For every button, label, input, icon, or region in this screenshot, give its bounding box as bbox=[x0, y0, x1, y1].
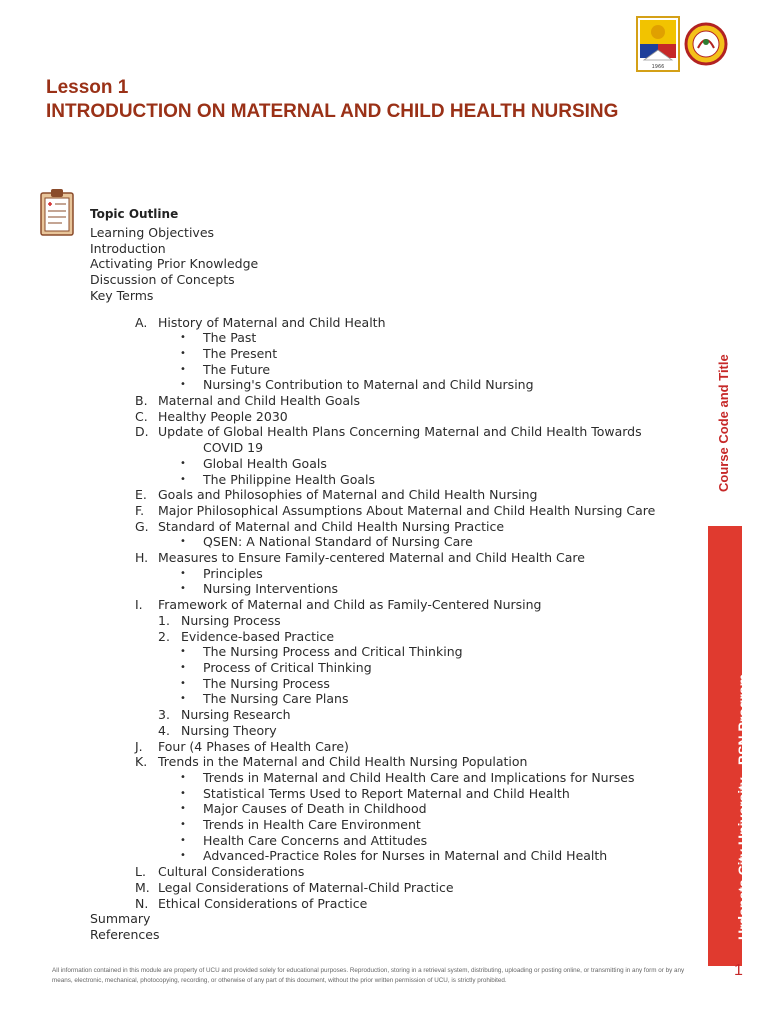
outline-item-text: Key Terms bbox=[90, 287, 154, 303]
outline-item-text: Four (4 Phases of Health Care) bbox=[158, 738, 349, 754]
outline-item-text: Learning Objectives bbox=[90, 225, 215, 240]
outline-marker: G. bbox=[135, 518, 149, 534]
outline-item-text: Cultural Considerations bbox=[158, 864, 305, 880]
lesson-number: Lesson 1 bbox=[46, 77, 129, 98]
outline-item-text: Update of Global Health Plans Concerning Maternal and Child Health Towards bbox=[158, 424, 642, 440]
topic-outline-list bbox=[90, 225, 655, 943]
outline-marker: • bbox=[180, 583, 186, 595]
outline-item bbox=[90, 644, 655, 660]
outline-item bbox=[90, 256, 655, 272]
outline-item-text: Nursing Process bbox=[181, 612, 281, 628]
outline-item bbox=[90, 534, 655, 550]
outline-item-text: Trends in Health Care Environment bbox=[203, 817, 421, 833]
outline-item bbox=[90, 424, 655, 440]
clipboard-icon bbox=[40, 188, 74, 236]
outline-item bbox=[90, 456, 655, 472]
outline-item-text: Process of Critical Thinking bbox=[203, 659, 372, 675]
outline-item-text: COVID 19 bbox=[203, 440, 264, 456]
outline-item-text: Nursing Interventions bbox=[203, 581, 339, 597]
outline-item-text: Global Health Goals bbox=[203, 455, 327, 471]
outline-item-text: Ethical Considerations of Practice bbox=[158, 895, 368, 911]
outline-item bbox=[90, 848, 655, 864]
outline-item bbox=[90, 597, 655, 613]
outline-item bbox=[90, 346, 655, 362]
outline-marker: • bbox=[180, 457, 186, 469]
outline-item-text: The Nursing Care Plans bbox=[203, 691, 349, 707]
outline-item-text: The Present bbox=[203, 345, 278, 361]
outline-item-text: Goals and Philosophies of Maternal and Child Health Nursing bbox=[158, 487, 538, 503]
outline-marker: • bbox=[180, 332, 186, 344]
outline-item-text: Nursing Theory bbox=[181, 722, 277, 738]
outline-item bbox=[90, 315, 655, 331]
outline-item bbox=[90, 786, 655, 802]
outline-item bbox=[90, 581, 655, 597]
outline-item-text: Trends in Maternal and Child Health Care and Implications for Nurses bbox=[203, 769, 635, 785]
outline-item-text: Standard of Maternal and Child Health Nursing Practice bbox=[158, 518, 505, 534]
outline-item-text: Principles bbox=[203, 565, 263, 581]
outline-marker: N. bbox=[135, 895, 149, 911]
outline-marker: L. bbox=[135, 864, 146, 880]
outline-item bbox=[90, 801, 655, 817]
outline-marker: • bbox=[180, 693, 186, 705]
outline-item-text: References bbox=[90, 926, 160, 942]
outline-item bbox=[90, 676, 655, 692]
outline-item-text: The Nursing Process bbox=[203, 675, 330, 691]
outline-item-text: Maternal and Child Health Goals bbox=[158, 393, 360, 409]
outline-marker: • bbox=[180, 379, 186, 391]
outline-marker: • bbox=[180, 819, 186, 831]
outline-marker: • bbox=[180, 787, 186, 799]
outline-item-text: The Nursing Process and Critical Thinking bbox=[203, 644, 463, 660]
page-number: 1 bbox=[734, 962, 743, 979]
outline-item-text: The Future bbox=[203, 361, 271, 377]
outline-item bbox=[90, 864, 655, 880]
outline-item-text: Advanced-Practice Roles for Nurses in Maternal and Child Health bbox=[203, 848, 608, 864]
outline-marker: • bbox=[180, 677, 186, 689]
outline-item bbox=[90, 472, 655, 488]
outline-item bbox=[90, 393, 655, 409]
outline-marker: 2. bbox=[158, 628, 170, 644]
lesson-title: INTRODUCTION ON MATERNAL AND CHILD HEALTH NURSING bbox=[46, 101, 619, 122]
outline-marker: • bbox=[180, 347, 186, 359]
outline-item bbox=[90, 566, 655, 582]
outline-item bbox=[90, 896, 655, 912]
header-logos bbox=[636, 16, 728, 72]
copyright-notice: All information contained in this module are property of UCU and provided solely for educational purposes. Reproduction, storing in a retrieval system, distributing, uploading or posting online, or transmitting in any form or by any means, electronic, mechanical, photocopying, recording, or otherwise of any part of this document, without the prior written permission of UCU, is strictly prohibited. bbox=[52, 967, 685, 984]
seal-year: 1966 bbox=[651, 64, 665, 70]
outline-marker: • bbox=[180, 363, 186, 375]
outline-marker: • bbox=[180, 473, 186, 485]
outline-item bbox=[90, 770, 655, 786]
outline-item-text: Discussion of Concepts bbox=[90, 272, 235, 288]
outline-marker: • bbox=[180, 850, 186, 862]
university-program-label: Urdaneta City University - BSN Program bbox=[735, 673, 751, 940]
outline-item bbox=[90, 739, 655, 755]
outline-item-text: Nursing Research bbox=[181, 707, 291, 723]
outline-item bbox=[90, 330, 655, 346]
outline-marker: C. bbox=[135, 408, 148, 424]
outline-marker: • bbox=[180, 834, 186, 846]
outline-marker: • bbox=[180, 661, 186, 673]
outline-item bbox=[90, 550, 655, 566]
outline-item bbox=[90, 613, 655, 629]
outline-item bbox=[90, 362, 655, 378]
outline-item bbox=[90, 409, 655, 425]
outline-item-text: Framework of Maternal and Child as Family-Centered Nursing bbox=[158, 597, 542, 613]
outline-marker: • bbox=[180, 536, 186, 548]
outline-item-text: QSEN: A National Standard of Nursing Care bbox=[203, 534, 473, 550]
outline-item bbox=[90, 927, 655, 943]
outline-item bbox=[90, 660, 655, 676]
outline-item bbox=[90, 833, 655, 849]
outline-item bbox=[90, 707, 655, 723]
outline-marker: M. bbox=[135, 879, 150, 895]
topic-outline-heading: Topic Outline bbox=[90, 207, 179, 221]
outline-item bbox=[90, 519, 655, 535]
outline-marker: H. bbox=[135, 550, 149, 566]
outline-item bbox=[90, 629, 655, 645]
outline-item-text: Legal Considerations of Maternal-Child Practice bbox=[158, 879, 454, 895]
outline-item-text: Healthy People 2030 bbox=[158, 408, 288, 424]
outline-item bbox=[90, 288, 655, 304]
outline-item-text: Activating Prior Knowledge bbox=[90, 256, 259, 272]
outline-item-text: Measures to Ensure Family-centered Maternal and Child Health Care bbox=[158, 550, 585, 566]
outline-item-text: Summary bbox=[90, 911, 151, 927]
outline-item-text: Nursing's Contribution to Maternal and Child Nursing bbox=[203, 377, 534, 393]
outline-marker: E. bbox=[135, 487, 147, 503]
outline-item bbox=[90, 225, 655, 241]
outline-marker: D. bbox=[135, 424, 149, 440]
outline-item bbox=[90, 817, 655, 833]
outline-item bbox=[90, 754, 655, 770]
outline-marker: • bbox=[180, 771, 186, 783]
outline-item-text: Introduction bbox=[90, 240, 166, 256]
outline-marker: K. bbox=[135, 754, 148, 770]
outline-item-text: Major Causes of Death in Childhood bbox=[203, 801, 427, 817]
outline-item bbox=[90, 241, 655, 257]
outline-item-text: Trends in the Maternal and Child Health Nursing Population bbox=[158, 754, 528, 770]
outline-item bbox=[90, 440, 655, 456]
outline-marker: I. bbox=[135, 597, 143, 613]
outline-item bbox=[90, 880, 655, 896]
outline-item bbox=[90, 723, 655, 739]
outline-item-text: History of Maternal and Child Health bbox=[158, 314, 386, 330]
outline-item bbox=[90, 377, 655, 393]
ucu-seal-logo bbox=[684, 16, 728, 72]
course-code-title-label: Course Code and Title bbox=[716, 354, 731, 492]
outline-item bbox=[90, 272, 655, 288]
outline-marker: 4. bbox=[158, 722, 170, 738]
outline-item-text: Major Philosophical Assumptions About Maternal and Child Health Nursing Care bbox=[158, 502, 656, 518]
outline-spacer bbox=[90, 304, 655, 315]
outline-item bbox=[90, 691, 655, 707]
outline-marker: F. bbox=[135, 502, 145, 518]
outline-item bbox=[90, 487, 655, 503]
outline-marker: 3. bbox=[158, 707, 170, 723]
philippine-seal-logo bbox=[636, 16, 680, 72]
outline-item-text: Statistical Terms Used to Report Maternal and Child Health bbox=[203, 785, 570, 801]
outline-item-text: The Philippine Health Goals bbox=[203, 471, 376, 487]
outline-marker: A. bbox=[135, 314, 148, 330]
outline-marker: • bbox=[180, 803, 186, 815]
outline-item-text: The Past bbox=[203, 330, 257, 346]
outline-marker: J. bbox=[135, 738, 143, 754]
outline-marker: B. bbox=[135, 393, 148, 409]
outline-marker: • bbox=[180, 646, 186, 658]
outline-marker: • bbox=[180, 567, 186, 579]
outline-item-text: Health Care Concerns and Attitudes bbox=[203, 832, 428, 848]
outline-marker: 1. bbox=[158, 612, 170, 628]
outline-item bbox=[90, 503, 655, 519]
outline-item bbox=[90, 911, 655, 927]
outline-item-text: Evidence-based Practice bbox=[181, 628, 335, 644]
